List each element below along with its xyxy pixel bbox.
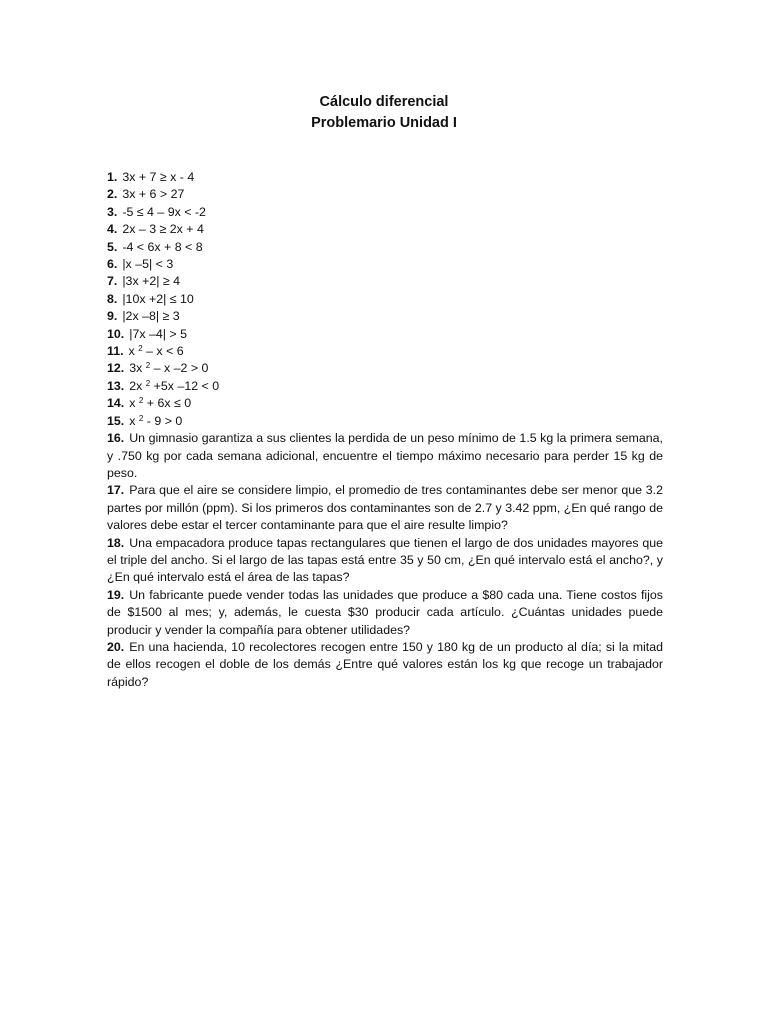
problem-number: 17. xyxy=(107,483,125,498)
problem-expression-base: 2x xyxy=(129,378,143,393)
problem-item xyxy=(107,395,663,412)
problem-text: Para que el aire se considere limpio, el promedio de tres contaminantes debe ser menor que 3.2 partes por millón (ppm). Si los primeros dos contaminantes son de 2.7 y 3.42 ppm, ¿En qué rango de valores debe estar el tercer contaminante para que el aire resulte limpio? xyxy=(107,483,663,533)
problem-text: 3x + 6 > 27 xyxy=(122,187,185,202)
problem-exponent: 2 xyxy=(145,361,151,371)
document-subtitle: Problemario Unidad I xyxy=(311,115,457,131)
problem-item xyxy=(107,221,663,238)
problem-number: 7. xyxy=(107,274,118,289)
problem-number: 1. xyxy=(107,170,118,184)
problem-text: |7x –4| > 5 xyxy=(129,326,187,341)
problem-exponent: 2 xyxy=(138,413,144,423)
problem-text: |3x +2| ≥ 4 xyxy=(122,274,181,289)
problem-item xyxy=(107,239,663,256)
problem-number: 10. xyxy=(107,326,125,341)
problem-item xyxy=(107,256,663,273)
problem-number: 8. xyxy=(107,291,118,306)
problem-item xyxy=(107,413,663,430)
problem-expression-rest: - 9 > 0 xyxy=(143,413,183,428)
problem-item xyxy=(107,186,663,203)
problem-item xyxy=(107,204,663,221)
problem-exponent: 2 xyxy=(145,378,151,388)
problem-item xyxy=(107,360,663,377)
document-header xyxy=(0,92,768,134)
problem-number: 12. xyxy=(107,361,125,376)
problem-expression-rest: – x –2 > 0 xyxy=(150,361,209,376)
problem-number: 19. xyxy=(107,587,125,602)
problem-item xyxy=(107,587,663,639)
problem-item xyxy=(107,639,663,691)
problem-expression-rest: – x < 6 xyxy=(142,344,184,359)
problem-number: 11. xyxy=(107,344,124,359)
problem-text: -5 ≤ 4 – 9x < -2 xyxy=(122,204,206,219)
problem-exponent: 2 xyxy=(138,396,144,406)
problem-number: 5. xyxy=(107,239,118,254)
problem-number: 15. xyxy=(107,413,125,428)
problem-number: 20. xyxy=(107,639,125,654)
problem-number: 2. xyxy=(107,187,118,202)
problem-item xyxy=(107,482,663,534)
problem-expression-base: x xyxy=(129,396,136,411)
problem-text: Una empacadora produce tapas rectangulares que tienen el largo de dos unidades mayores que el triple del ancho. Si el largo de las tapas está entre 35 y 50 cm, ¿En qué intervalo está el ancho?, y ¿En qué intervalo está el área de las tapas? xyxy=(107,535,663,585)
problem-number: 13. xyxy=(107,378,125,393)
document-title: Cálculo diferencial xyxy=(319,94,449,110)
problem-item xyxy=(107,343,663,360)
problem-number: 6. xyxy=(107,257,118,272)
problem-text: Un gimnasio garantiza a sus clientes la perdida de un peso mínimo de 1.5 kg la primera semana, y .750 kg por cada semana adicional, encuentre el tiempo máximo necesario para perder 15 kg de peso. xyxy=(107,431,663,480)
problem-expression-rest: + 6x ≤ 0 xyxy=(143,396,192,411)
problem-number: 4. xyxy=(107,222,118,237)
problem-number: 18. xyxy=(107,535,125,550)
problem-item xyxy=(107,273,663,290)
problem-expression-rest: +5x –12 < 0 xyxy=(150,378,220,393)
problem-list xyxy=(107,169,663,691)
problem-text: 3x + 7 ≥ x - 4 xyxy=(122,170,195,184)
problem-exponent: 2 xyxy=(138,344,143,354)
problem-item xyxy=(107,378,663,395)
problem-item xyxy=(107,169,663,186)
problem-item xyxy=(107,291,663,308)
problem-item xyxy=(107,308,663,325)
problem-text: En una hacienda, 10 recolectores recogen entre 150 y 180 kg de un producto al día; si la mitad de ellos recogen el doble de los demás ¿Entre qué valores están los kg que recoge un trabajador rápido? xyxy=(107,639,663,689)
problem-item xyxy=(107,430,663,482)
problem-text: -4 < 6x + 8 < 8 xyxy=(122,239,203,254)
problem-number: 9. xyxy=(107,309,118,324)
problem-expression-base: x xyxy=(128,344,135,359)
problem-text: 2x – 3 ≥ 2x + 4 xyxy=(122,222,204,237)
problem-number: 3. xyxy=(107,204,118,219)
problem-number: 16. xyxy=(107,431,125,446)
problem-text: |x –5| < 3 xyxy=(122,257,174,272)
problem-expression-base: 3x xyxy=(129,361,143,376)
problem-text: |10x +2| ≤ 10 xyxy=(122,291,194,306)
problem-number: 14. xyxy=(107,396,125,411)
problem-text: |2x –8| ≥ 3 xyxy=(122,309,180,324)
problem-item xyxy=(107,326,663,343)
problem-item xyxy=(107,535,663,587)
problem-text: Un fabricante puede vender todas las unidades que produce a $80 cada una. Tiene costos fijos de $1500 al mes; y, además, le cuesta $30 producir cada artículo. ¿Cuántas unidades puede producir y vender la compañía para obtener utilidades? xyxy=(107,587,663,637)
problem-expression-base: x xyxy=(129,413,136,428)
